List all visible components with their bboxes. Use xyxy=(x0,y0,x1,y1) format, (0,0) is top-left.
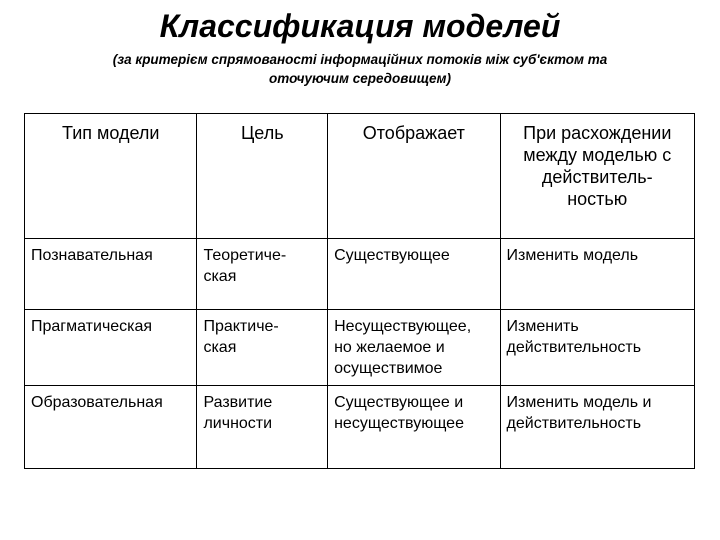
cell-reflects: Существующее xyxy=(328,239,500,310)
table-row xyxy=(25,386,695,469)
header-on-discrepancy: При расхождении между моделью с действитель- ностью xyxy=(500,114,694,239)
table-row xyxy=(25,239,695,310)
cell-model-type: Образовательная xyxy=(25,386,197,469)
models-table xyxy=(24,113,695,469)
cell-goal: Практиче- ская xyxy=(197,310,328,386)
cell-reflects: Несуществующее, но желаемое и осуществимое xyxy=(328,310,500,386)
table-row xyxy=(25,310,695,386)
header-reflects: Отображает xyxy=(328,114,500,239)
table-header-row xyxy=(25,114,695,239)
subtitle-line-1: (за критерієм спрямованості інформаційних потоків між суб'єктом та xyxy=(112,52,608,67)
page-title: Классификация моделей xyxy=(159,8,561,44)
subtitle-line-2: оточуючим середовищем) xyxy=(269,71,451,86)
cell-model-type: Познавательная xyxy=(25,239,197,310)
cell-goal: Развитие личности xyxy=(197,386,328,469)
cell-on-discrepancy: Изменить модель xyxy=(500,239,694,310)
cell-goal: Теоретиче- ская xyxy=(197,239,328,310)
header-model-type: Тип модели xyxy=(25,114,197,239)
cell-on-discrepancy: Изменить действительность xyxy=(500,310,694,386)
page-subtitle xyxy=(60,50,660,88)
cell-on-discrepancy: Изменить модель и действительность xyxy=(500,386,694,469)
header-goal: Цель xyxy=(197,114,328,239)
cell-reflects: Существующее и несуществующее xyxy=(328,386,500,469)
cell-model-type: Прагматическая xyxy=(25,310,197,386)
